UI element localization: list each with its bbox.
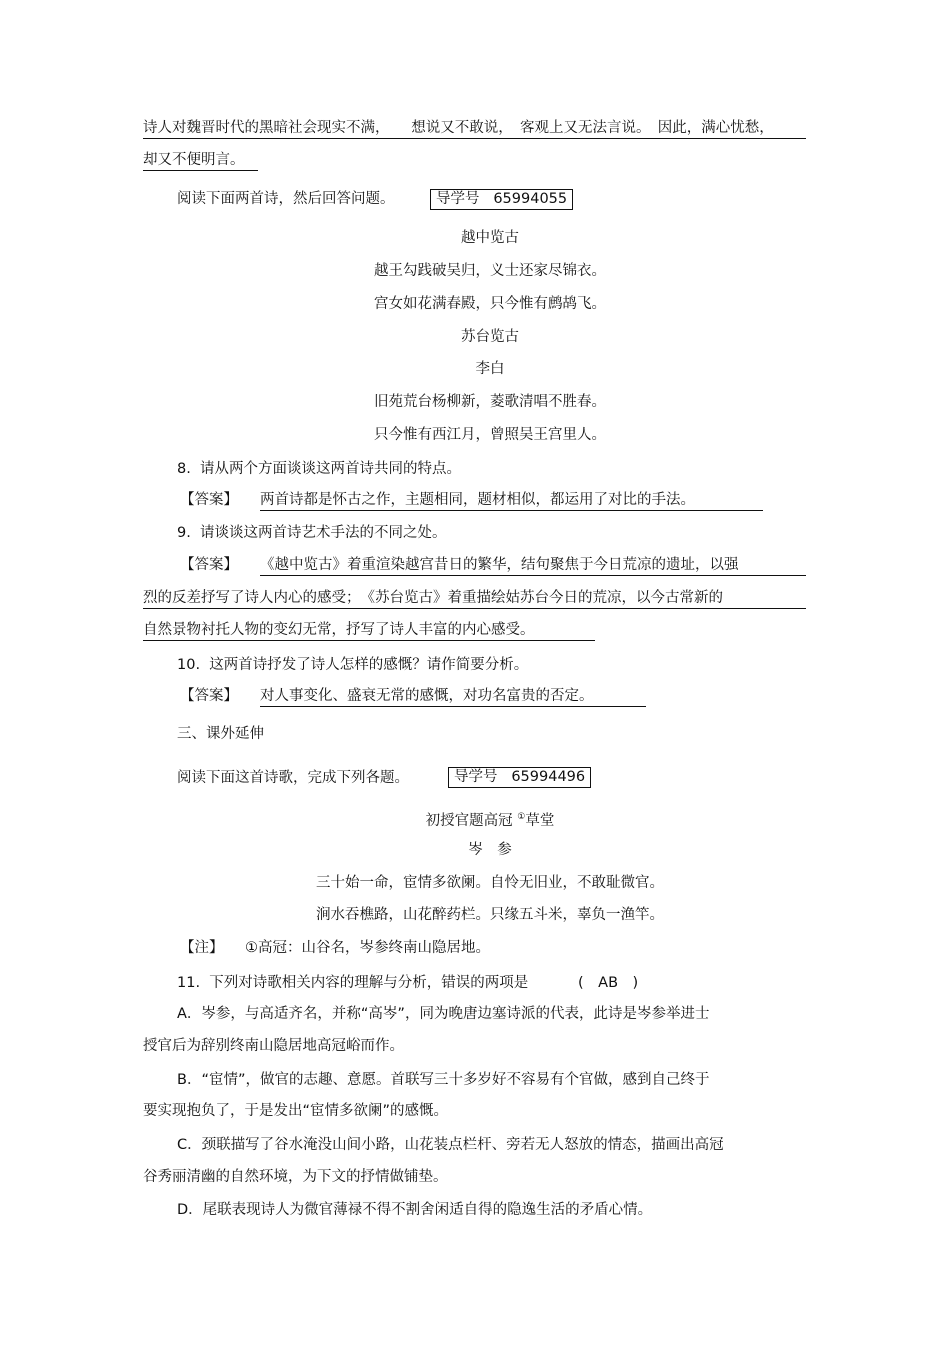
intro-line-2: 却又不便明言。 [143,150,258,171]
q8-answer-label: 【答案】 [180,492,238,508]
q9-answer-line-1: 《越中览古》着重渲染越宫昔日的繁华，结句聚焦于今日荒凉的遗址，以强 [260,555,806,576]
q9-question: 9. 请谈谈这两首诗艺术手法的不同之处。 [177,525,447,541]
poem1-title: 越中览古 [461,230,519,246]
section-b-heading: 三、课外延伸 [177,726,264,742]
section-b-prompt: 阅读下面这首诗歌，完成下列各题。 [177,770,409,786]
option-c-line-2: 谷秀丽清幽的自然环境，为下文的抒情做铺垫。 [143,1169,448,1185]
option-c-line-1: C．颈联描写了谷水淹没山间小路，山花装点栏杆、旁若无人怒放的情态，描画出高冠 [177,1137,724,1153]
poem3-line-1: 三十始一命，宦情多欲阑。自怜无旧业，不敢耻微官。 [316,875,664,891]
poem3-author: 岑 参 [468,842,512,858]
intro-line-1: 诗人对魏晋时代的黑暗社会现实不满， 想说又不敢说， 客观上又无法言说。 因此，满心忧愁， [143,118,806,139]
option-b-line-1: B．“宦情”，做官的志趣、意愿。首联写三十多岁好不容易有个官做，感到自己终于 [177,1072,710,1088]
poem3-title-tail: 草堂 [525,813,555,829]
option-b-line-2: 要实现抱负了，于是发出“宦情多欲阑”的感慨。 [143,1103,449,1119]
poem3-line-2: 涧水吞樵路，山花醉药栏。只缘五斗米，辜负一渔竿。 [316,907,664,923]
q9-answer-line-3: 自然景物衬托人物的变幻无常，抒写了诗人丰富的内心感受。 [143,620,595,641]
guide-number: 65994055 [493,191,568,207]
q8-answer: 两首诗都是怀古之作，主题相同，题材相似，都运用了对比的手法。 [260,490,763,511]
q11-answer: ( AB ) [578,975,639,991]
guide-label-2: 导学号 [454,769,498,785]
poem2-line-2: 只今惟有西江月，曾照吴王宫里人。 [374,427,606,443]
footnote-mark: ① [517,812,526,822]
poem3-title [0,807,950,831]
poem2-title: 苏台览古 [461,329,519,345]
poem2-author: 李白 [475,361,505,377]
q10-question: 10. 这两首诗抒发了诗人怎样的感慨？请作简要分析。 [177,657,529,673]
guide-number-box-2 [448,767,591,788]
option-d-line-1: D．尾联表现诗人为微官薄禄不得不割舍闲适自得的隐逸生活的矛盾心情。 [177,1202,653,1218]
q8-question: 8. 请从两个方面谈谈这两首诗共同的特点。 [177,461,462,477]
q11-question: 11. 下列对诗歌相关内容的理解与分析，错误的两项是 [177,975,529,991]
option-a-line-1: A．岑参，与高适齐名，并称“高岑”，同为晚唐边塞诗派的代表，此诗是岑参举进士 [177,1006,710,1022]
q9-answer-line-2: 烈的反差抒写了诗人内心的感受； 《苏台览古》着重描绘姑苏台今日的荒凉，以今古常新的 [143,588,806,609]
section-a-prompt: 阅读下面两首诗，然后回答问题。 [177,191,395,207]
q9-answer-label: 【答案】 [180,557,238,573]
poem3-title-main: 初授官题高冠 [425,813,513,829]
poem1-line-2: 宫女如花满春殿，只今惟有鹧鸪飞。 [374,296,606,312]
option-a-line-2: 授官后为辞别终南山隐居地高冠峪而作。 [143,1038,404,1054]
guide-number-box [430,189,573,210]
guide-label: 导学号 [436,191,480,207]
q10-answer: 对人事变化、盛衰无常的感慨，对功名富贵的否定。 [260,686,646,707]
poem2-line-1: 旧苑荒台杨柳新，菱歌清唱不胜春。 [374,394,606,410]
note-text: ①高冠：山谷名，岑参终南山隐居地。 [245,940,490,956]
q10-answer-label: 【答案】 [180,688,238,704]
guide-number-2: 65994496 [511,769,586,785]
poem1-line-1: 越王勾践破吴归，义士还家尽锦衣。 [374,263,606,279]
note-label: 【注】 [180,940,224,956]
